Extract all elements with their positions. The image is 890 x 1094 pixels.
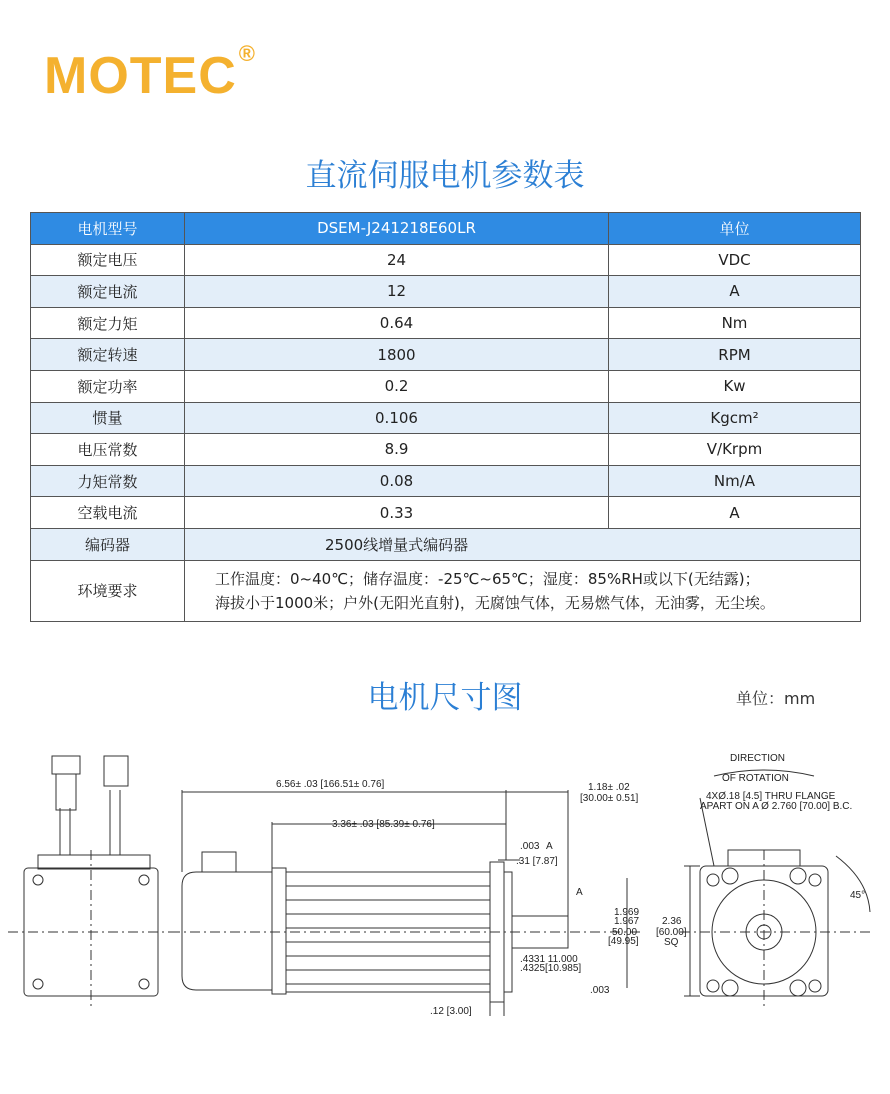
environment-value xyxy=(185,560,861,621)
environment-line-1: 工作温度：0~40℃；储存温度：-25℃~65℃；湿度：85%RH或以下(无结露)； xyxy=(215,569,760,588)
param-name: 电压常数 xyxy=(31,434,185,466)
table-row xyxy=(31,465,861,497)
param-unit: A xyxy=(609,497,861,529)
registered-mark: ® xyxy=(238,40,256,66)
body-length-label: 3.36± .03 [85.39± 0.76] xyxy=(332,819,435,830)
param-unit: VDC xyxy=(609,244,861,276)
param-unit: Kgcm² xyxy=(609,402,861,434)
param-value: 0.08 xyxy=(185,465,609,497)
param-unit: A xyxy=(609,276,861,308)
angle-label: 45° xyxy=(850,890,866,901)
header-unit: 单位 xyxy=(609,213,861,245)
param-value: 12 xyxy=(185,276,609,308)
param-value: 1800 xyxy=(185,339,609,371)
shaft-dia-2: 1.967 xyxy=(614,916,640,927)
table-row xyxy=(31,370,861,402)
pilot-dia-2: .4325[10.985] xyxy=(520,963,582,974)
perpendicularity-tolerance: .003 xyxy=(520,841,540,852)
header-model-label: 电机型号 xyxy=(31,213,185,245)
overall-length-label: 6.56± .03 [166.51± 0.76] xyxy=(276,779,385,790)
table-header-row xyxy=(31,213,861,245)
spec-table xyxy=(30,212,861,622)
table-row-encoder xyxy=(31,528,861,560)
param-name: 惯量 xyxy=(31,402,185,434)
flange-thickness-label: .12 [3.00] xyxy=(430,1006,472,1017)
dimension-drawing xyxy=(0,740,890,1040)
header-model-value: DSEM-J241218E60LR xyxy=(185,213,609,245)
param-unit: Nm/A xyxy=(609,465,861,497)
param-unit: V/Krpm xyxy=(609,434,861,466)
pilot-depth-label: .31 [7.87] xyxy=(516,856,558,867)
table-row xyxy=(31,434,861,466)
page-title: 直流伺服电机参数表 xyxy=(305,158,585,194)
param-value: 0.33 xyxy=(185,497,609,529)
param-value: 0.64 xyxy=(185,307,609,339)
mount-holes-label-2: APART ON A Ø 2.760 [70.00] B.C. xyxy=(700,801,853,812)
runout-tolerance: .003 xyxy=(590,985,610,996)
param-unit: RPM xyxy=(609,339,861,371)
param-name: 额定力矩 xyxy=(31,307,185,339)
table-row xyxy=(31,497,861,529)
param-value: 8.9 xyxy=(185,434,609,466)
param-name: 力矩常数 xyxy=(31,465,185,497)
unit-note: 单位：mm xyxy=(736,689,816,708)
dimension-title: 电机尺寸图 xyxy=(367,680,523,716)
param-value: 0.2 xyxy=(185,370,609,402)
param-unit: Kw xyxy=(609,370,861,402)
shaft-dia-1: 1.969 xyxy=(614,907,640,918)
param-unit: Nm xyxy=(609,307,861,339)
pilot-dia-1: .4331 11.000 xyxy=(520,954,578,965)
brand-name: MOTEC xyxy=(44,47,237,105)
table-row-environment xyxy=(31,560,861,621)
datum-label: A xyxy=(546,841,553,852)
param-name: 额定功率 xyxy=(31,370,185,402)
square-size-1: 2.36 xyxy=(662,916,682,927)
encoder-value: 2500线增量式编码器 xyxy=(185,528,861,560)
shaft-length-label: 1.18± .02 xyxy=(588,782,630,793)
table-row xyxy=(31,276,861,308)
datum-label: A xyxy=(576,887,583,898)
environment-line-2: 海拔小于1000米；户外(无阳光直射)，无腐蚀气体，无易燃气体，无油雾，无尘埃。 xyxy=(215,593,775,612)
direction-label-1: DIRECTION xyxy=(730,753,785,764)
param-name: 额定电压 xyxy=(31,244,185,276)
param-value: 24 xyxy=(185,244,609,276)
square-size-3: SQ xyxy=(664,937,679,948)
param-name: 额定转速 xyxy=(31,339,185,371)
table-row xyxy=(31,402,861,434)
brand-logo xyxy=(44,40,256,105)
environment-label: 环境要求 xyxy=(31,560,185,621)
shaft-length-mm-label: [30.00± 0.51] xyxy=(580,793,639,804)
direction-label-2: OF ROTATION xyxy=(722,773,789,784)
table-row xyxy=(31,307,861,339)
table-row xyxy=(31,339,861,371)
rear-view xyxy=(8,756,170,1010)
param-value: 0.106 xyxy=(185,402,609,434)
shaft-dia-mm-1: 50.00 xyxy=(612,927,638,938)
shaft-dia-mm-2: [49.95] xyxy=(608,936,639,947)
square-size-2: [60.00] xyxy=(656,927,687,938)
encoder-label: 编码器 xyxy=(31,528,185,560)
mount-holes-label-1: 4XØ.18 [4.5] THRU FLANGE xyxy=(706,791,836,802)
param-name: 额定电流 xyxy=(31,276,185,308)
table-row xyxy=(31,244,861,276)
param-name: 空载电流 xyxy=(31,497,185,529)
